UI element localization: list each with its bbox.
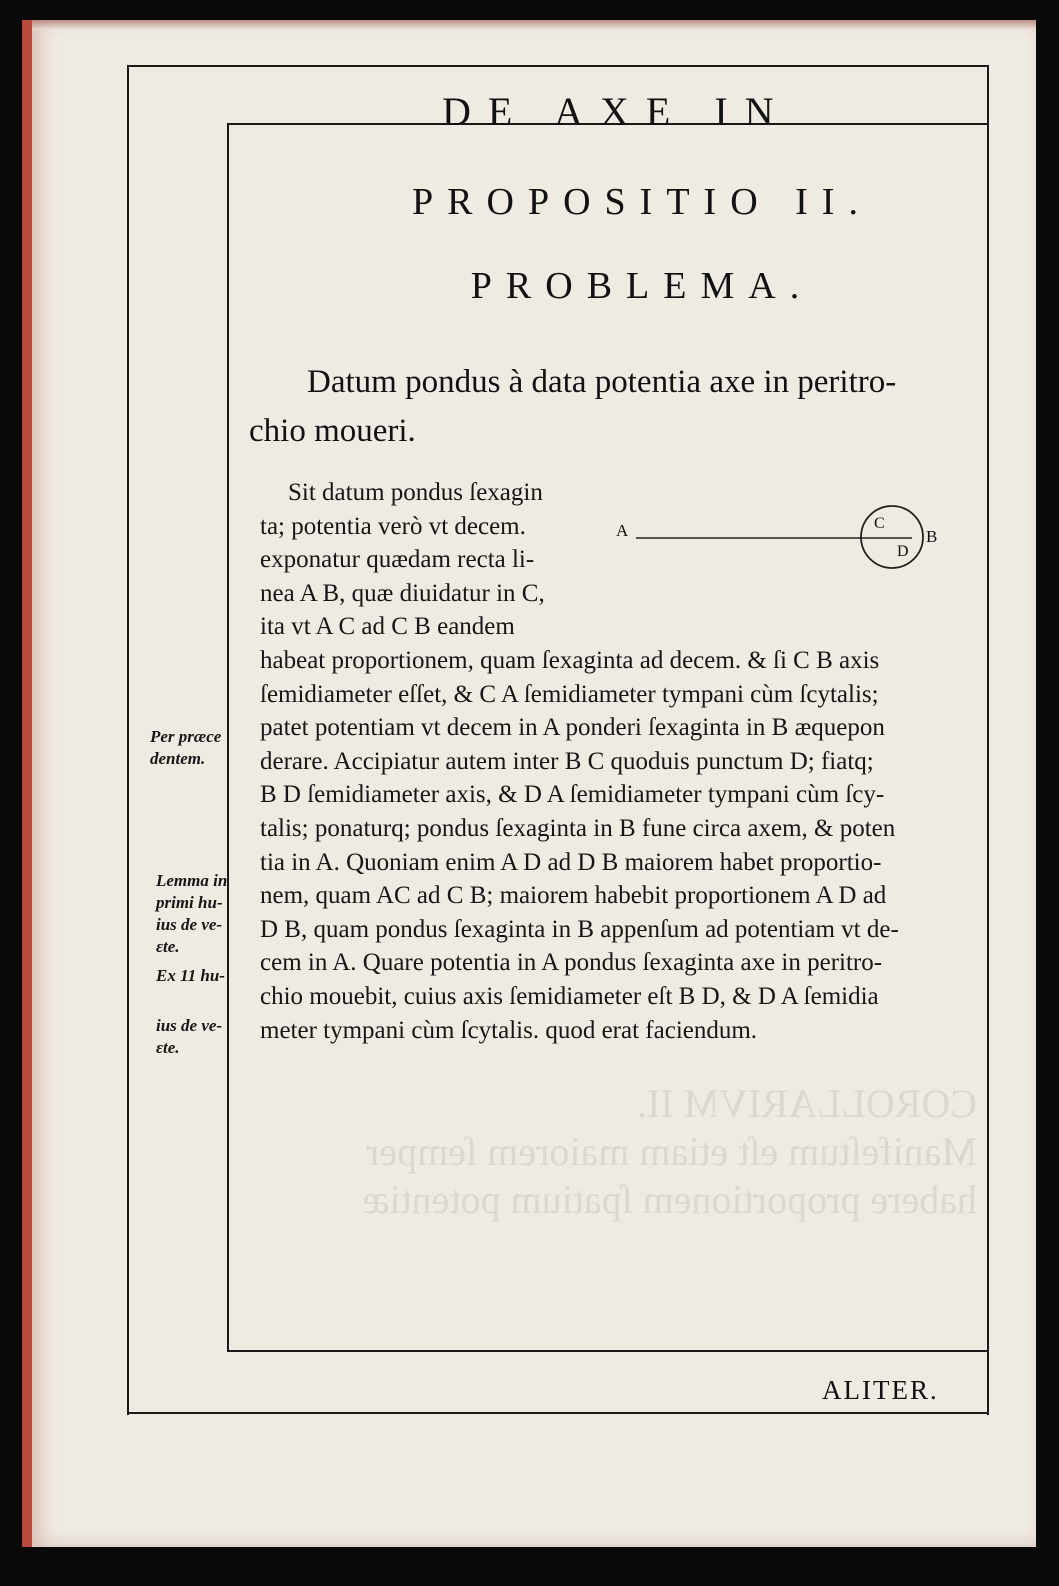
label-c: C	[874, 515, 885, 532]
enunciation-line: Datum pondus à data potentia axe in peritro-	[307, 364, 897, 400]
label-d: D	[897, 543, 909, 560]
text-line: nea A B, quæ diuidatur in C,	[260, 579, 545, 607]
text-line: cem in A. Quare potentia in A pondus ſexaginta axe in peritro-	[260, 949, 883, 977]
text-line: ta; potentia verò vt decem.	[260, 512, 526, 540]
text-line: meter tympani cùm ſcytalis. quod erat faciendum.	[260, 1016, 758, 1044]
text-line: habeat proportionem, quam ſexaginta ad decem. & ſi C B axis	[260, 646, 880, 674]
problem-heading: PROBLEMA.	[470, 265, 814, 307]
margin-note: ius de ve- ɛte.	[156, 1016, 223, 1057]
enunciation-line: chio moueri.	[249, 413, 416, 449]
text-line: B D ſemidiameter axis, & D A ſemidiameter tympani cùm ſcy-	[260, 781, 885, 809]
text-line: D B, quam pondus ſexaginta in B appenſum ad potentiam vt de-	[260, 915, 899, 943]
margin-note: Lemma in primi hu- ius de ve- ɛte.	[156, 871, 228, 956]
demonstration-text	[260, 476, 1005, 1047]
enunciation	[249, 358, 1009, 456]
frame-top-rule	[127, 65, 989, 67]
text-line: tia in A. Quoniam enim A D ad D B maiorem habet proportio-	[260, 848, 882, 876]
text-line: chio mouebit, cuius axis ſemidiameter eſt B D, & D A ſemidia	[260, 982, 879, 1010]
margin-note: Per præce dentem.	[150, 727, 222, 768]
label-b: B	[926, 527, 938, 546]
book-page	[22, 20, 1036, 1547]
margin-note: Ex 11 hu-	[156, 966, 225, 985]
text-line: derare. Accipiatur autem inter B C quoduis punctum D; fiatq;	[260, 747, 874, 775]
show-through-text: COROLLARIVM II. Manifeſtum eſt etiam maiorem ſemper habere proportionem ſpatium potentiæ	[362, 1081, 977, 1222]
catchword: ALITER.	[822, 1375, 939, 1405]
proposition-title: PROPOSITIO II.	[412, 181, 872, 223]
text-line: patet potentiam vt decem in A ponderi ſexaginta in B æquepon	[260, 714, 885, 742]
text-line: exponatur quædam recta li-	[260, 546, 535, 574]
frame-left-rule	[127, 65, 129, 1415]
text-line: talis; ponaturq; pondus ſexaginta in B fune circa axem, & poten	[260, 814, 896, 842]
text-column-bottom-rule	[227, 1350, 987, 1352]
text-line: ita vt A C ad C B eandem	[260, 613, 515, 641]
footer-rule	[127, 1412, 989, 1414]
text-line: nem, quam AC ad C B; maiorem habebit proportionem A D ad	[260, 882, 887, 910]
label-a: A	[616, 521, 629, 540]
text-line: ſemidiameter eſſet, & C A ſemidiameter tympani cùm ſcytalis;	[260, 680, 879, 708]
running-title: DE AXE IN	[442, 89, 791, 134]
text-line: Sit datum pondus ſexagin	[288, 479, 543, 506]
